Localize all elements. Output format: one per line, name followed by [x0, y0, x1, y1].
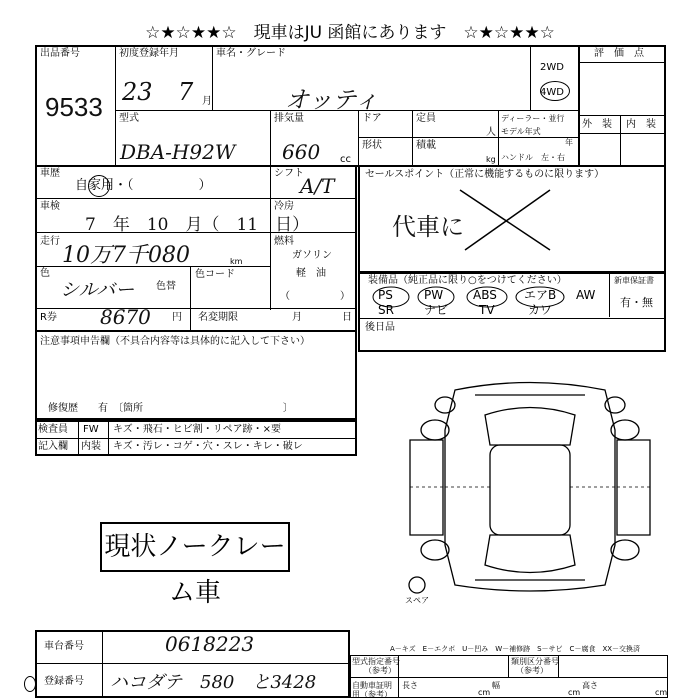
sales-label: セールスポイント（正常に機能するものに限ります）	[365, 169, 605, 180]
divider	[498, 110, 499, 167]
mileage-label: 走行	[40, 236, 60, 247]
equip-aw: AW	[576, 288, 596, 302]
rating-box	[578, 45, 666, 167]
category-label: 類別区分番号	[511, 657, 559, 666]
equipment-circles	[370, 283, 570, 321]
inspection-label: 車検	[40, 201, 60, 212]
equip-tv: TV	[479, 303, 495, 317]
divider	[190, 266, 191, 332]
later-label: 後日品	[365, 322, 395, 333]
history-value: 自家用・（ ）	[75, 178, 212, 193]
height-unit: cm	[655, 688, 668, 697]
inspection-value: 7 年 10 月（ 11 日）	[85, 215, 310, 235]
notes-label: 注意事項申告欄（不具合内容等は具体的に記入して下さい）	[40, 336, 310, 347]
history-label: 車歴	[40, 168, 60, 179]
first-reg-month: 7	[178, 78, 194, 106]
width-unit: cm	[568, 688, 581, 697]
month-unit: 月	[202, 96, 212, 107]
plate-label: 登録番号	[44, 676, 84, 687]
divider	[35, 438, 357, 439]
displacement-value: 660	[282, 140, 321, 164]
divider	[358, 110, 359, 167]
fw-text: キズ・飛石・ヒビ割・リペア跡・×要	[113, 424, 281, 435]
month-label: 月	[292, 312, 302, 323]
cooling-label: 冷房	[274, 201, 294, 212]
divider	[270, 165, 271, 310]
shape-label: 形状	[362, 140, 382, 151]
sales-cross-mark	[450, 185, 560, 255]
type-designation-label: 型式指定番号	[352, 657, 400, 666]
inside-text: キズ・汚レ・コゲ・穴・スレ・キレ・破レ	[113, 441, 303, 452]
interior-label: 内 装	[626, 119, 656, 130]
color-label: 色	[40, 268, 50, 279]
divider	[609, 272, 610, 317]
name-grade-label: 車名・グレード	[216, 48, 286, 59]
chassis-value: 0618223	[165, 632, 255, 656]
divider	[508, 655, 509, 677]
divider	[578, 62, 666, 63]
door-label: ドア	[362, 113, 382, 124]
banner-title: ☆★☆★★☆ 現車はJU 函館にあります ☆★☆★★☆	[145, 23, 555, 43]
plate-value: ハコダテ 580 と3428	[110, 672, 317, 693]
equip-airbag: エアB	[524, 288, 557, 302]
divider	[102, 630, 103, 698]
shift-value: A/T	[300, 174, 335, 198]
fw-label: FW	[83, 424, 99, 435]
mileage-value: 10万7千080	[62, 243, 190, 268]
km-unit: km	[230, 257, 243, 266]
first-reg-label: 初度登録年月	[119, 48, 179, 59]
inspector-label-2: 記入欄	[38, 441, 68, 452]
divider	[270, 110, 271, 167]
equip-abs: ABS	[473, 288, 497, 302]
length-unit: cm	[478, 688, 491, 697]
divider	[35, 663, 350, 664]
capacity-label: 定員	[416, 113, 436, 124]
dealer-label: ディーラー・並行	[501, 114, 565, 123]
fuel-label: 燃料	[274, 236, 294, 247]
drive-4wd: 4WD	[540, 87, 564, 98]
lot-label: 出品番号	[40, 48, 80, 59]
equip-leather: カワ	[528, 303, 553, 317]
equipment-label: 装備品（純正品に限り○をつけてください）	[368, 275, 567, 286]
divider	[78, 420, 79, 456]
drive-2wd: 2WD	[540, 62, 564, 73]
inside-label: 内装	[81, 441, 101, 452]
car-name: オッティ	[285, 86, 379, 114]
divider	[212, 45, 213, 110]
color-change-label: 色替	[156, 281, 176, 292]
divider	[578, 115, 666, 116]
fuel-gasoline: ガソリン	[292, 250, 332, 261]
damage-legend: A－キズ E－エクボ U－凹み W－補修跡 S－サビ C－腐食 XX－交換済	[390, 645, 641, 653]
model-label: 型式	[119, 113, 139, 124]
history-circle	[88, 175, 110, 197]
model-value: DBA-H92W	[120, 140, 236, 164]
equip-sr: SR	[378, 303, 394, 317]
type-designation-ref: （参考）	[364, 666, 396, 675]
equip-navi: ナビ	[424, 303, 449, 317]
sales-handwritten: 代車に	[392, 213, 464, 241]
category-ref: （参考）	[516, 666, 548, 675]
fuel-paren: （ ）	[280, 291, 350, 302]
displacement-label: 排気量	[274, 113, 304, 124]
day-label: 日	[342, 312, 352, 323]
recycle-label: R券	[40, 312, 57, 323]
divider	[35, 308, 357, 309]
no-claim-stamp: 現状ノークレーム車	[100, 522, 290, 572]
first-reg-year: 23	[122, 78, 153, 106]
width-label: 幅	[492, 681, 500, 690]
exterior-label: 外 装	[582, 119, 612, 130]
model-year-label: モデル年式	[501, 127, 541, 136]
capacity-unit: 人	[486, 127, 496, 138]
equip-ps: PS	[378, 288, 393, 302]
chassis-label: 車台番号	[44, 641, 84, 652]
divider	[412, 110, 413, 167]
divider	[35, 198, 357, 199]
divider	[358, 137, 580, 138]
lot-number: 9533	[45, 92, 103, 122]
plate-circle-mark	[24, 676, 36, 692]
spare-label: スペア	[405, 596, 429, 605]
cc-unit: cc	[340, 154, 351, 165]
year-unit: 年	[565, 138, 573, 147]
cert-label: 自動車証明用（参考）	[352, 681, 392, 699]
height-label: 高さ	[582, 681, 598, 690]
warranty-label: 新車保証書	[614, 276, 654, 285]
rating-label: 評 価 点	[594, 48, 644, 59]
recycle-value: 8670	[100, 305, 151, 329]
load-label: 積載	[416, 140, 436, 151]
divider	[620, 115, 621, 167]
warranty-value: 有・無	[620, 296, 653, 309]
kg-unit: kg	[486, 155, 496, 164]
color-code-label: 色コード	[195, 269, 235, 280]
divider	[578, 133, 666, 134]
divider	[530, 45, 531, 110]
length-label: 長さ	[402, 681, 418, 690]
color-value: シルバー	[60, 279, 135, 301]
fuel-diesel: 軽 油	[296, 268, 326, 279]
handle-label: ハンドル 左・右	[501, 153, 565, 162]
car-damage-diagram	[405, 375, 655, 600]
drive-circle	[540, 81, 570, 101]
divider	[115, 45, 116, 167]
divider	[108, 420, 109, 456]
change-period-label: 名変期限	[198, 312, 238, 323]
inspector-label-1: 検査員	[38, 424, 68, 435]
equip-pw: PW	[424, 288, 444, 302]
yen-unit: 円	[172, 312, 182, 323]
repair-label: 修復歴 有 〔箇所 〕	[48, 403, 293, 414]
shift-label: シフト	[274, 168, 304, 179]
